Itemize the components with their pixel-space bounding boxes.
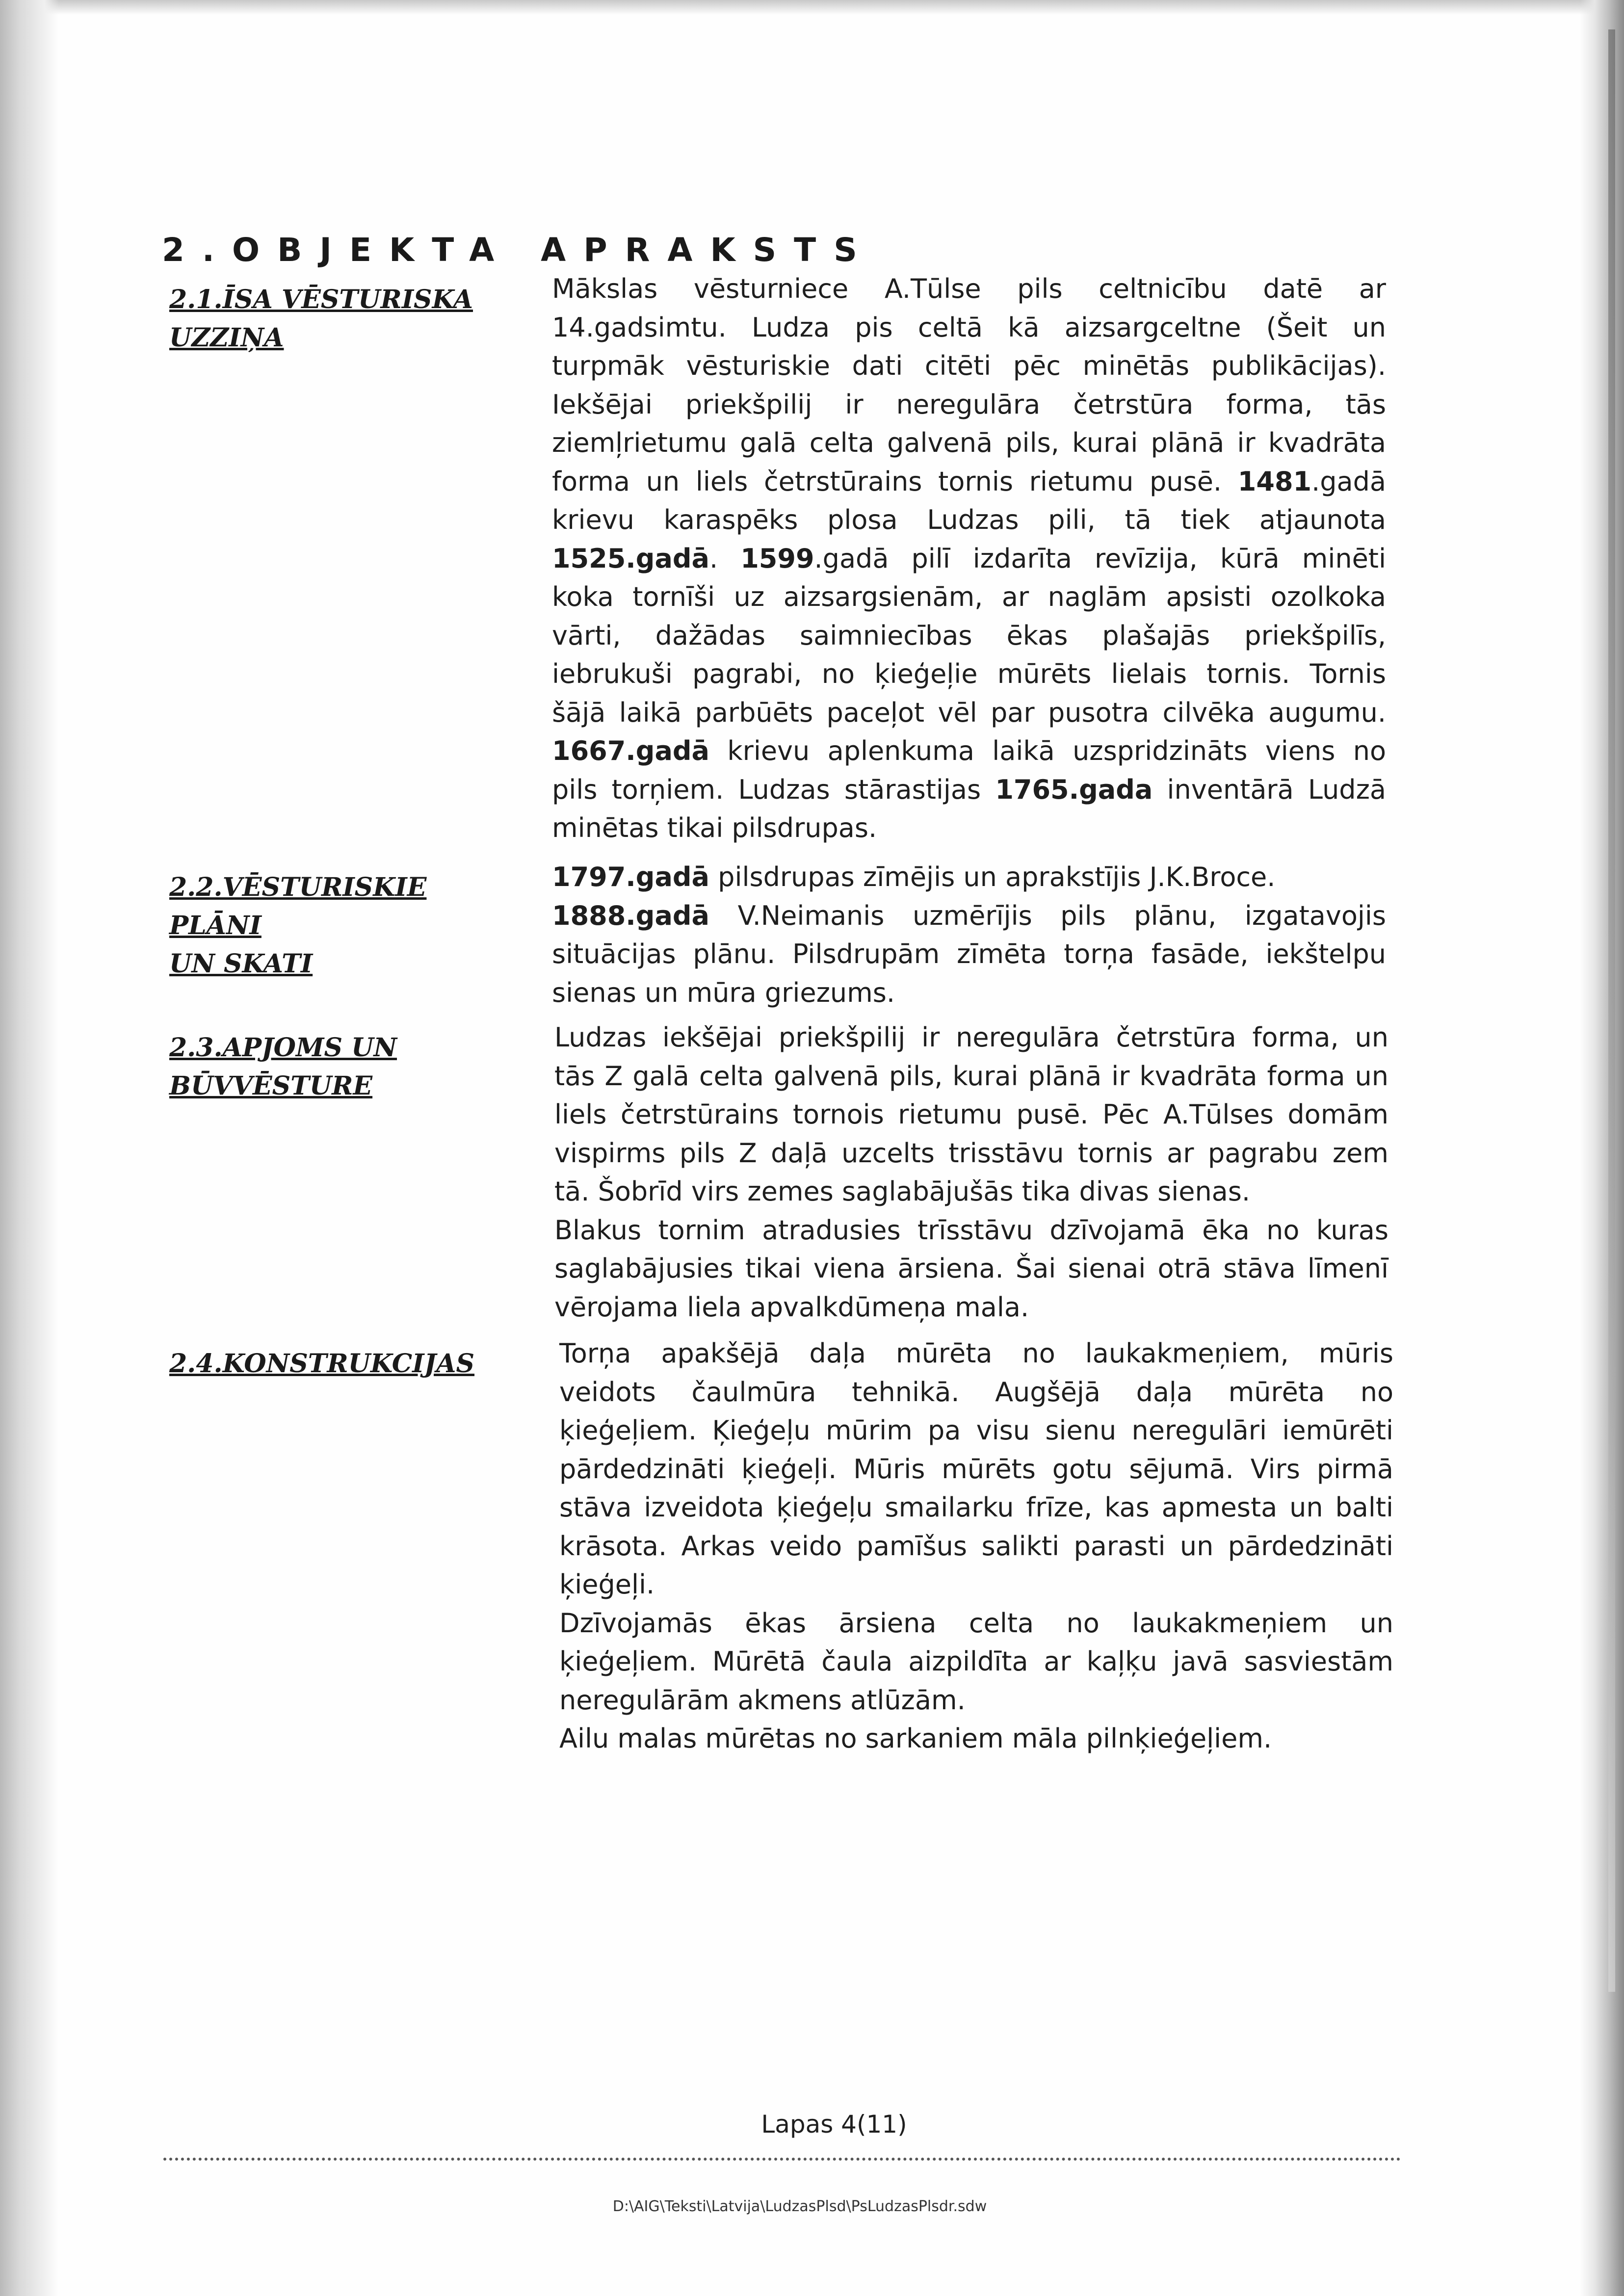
paragraph <box>559 1334 1393 1604</box>
paragraph <box>554 1211 1388 1327</box>
text-line: vispirms pils Z daļā uzcelts trisstāvu tornis ar pagrabu zem <box>554 1137 1388 1169</box>
paragraph <box>552 897 1386 1013</box>
section-label-konstrukcijas <box>169 1345 523 1383</box>
text-line: neregulārām akmens atlūzām. <box>559 1684 966 1716</box>
section-label-line: 2.2.VĒSTURISKIE PLĀNI <box>169 872 427 940</box>
text-line: minētas tikai pilsdrupas. <box>552 812 877 843</box>
text-line: ziemļrietumu galā celta galvenā pils, kurai plānā ir kvadrāta <box>552 427 1386 458</box>
page-number: Lapas 4(11) <box>761 2110 907 2139</box>
text-line: vārti, dažādas saimniecības ēkas plašajās priekšpilīs, <box>552 620 1386 651</box>
text-line: krievu karaspēks plosa Ludzas pili, tā tiek atjaunota <box>552 504 1386 535</box>
text-line: Dzīvojamās ēkas ārsiena celta no laukakmeņiem un <box>559 1607 1393 1639</box>
text-line: forma un liels četrstūrains tornis rietumu pusē. 1481.gadā <box>552 466 1386 497</box>
text-line: pils torņiem. Ludzas stārastijas 1765.gada inventārā Ludzā <box>552 774 1387 805</box>
text-line: Iekšējai priekšpilij ir neregulāra četrstūra forma, tās <box>552 389 1386 420</box>
section-label-line: 2.3.APJOMS UN <box>169 1033 397 1063</box>
text-line: 14.gadsimtu. Ludza pis celtā kā aizsargceltne (Šeit un <box>552 312 1386 343</box>
section-text-konstrukcijas <box>559 1334 1393 1758</box>
text-line: 1888.gadā V.Neimanis uzmērījis pils plānu, izgatavojis <box>552 900 1386 931</box>
section-label-apjoms-buvvesture <box>169 1029 523 1105</box>
paragraph <box>559 1604 1393 1720</box>
section-label-line: UZZIŅA <box>169 323 284 353</box>
section-label-line: 2.4.KONSTRUKCIJAS <box>169 1349 475 1379</box>
text-line: Ailu malas mūrētas no sarkaniem māla pilnķieģeļiem. <box>559 1723 1272 1754</box>
text-line: vērojama liela apvalkdūmeņa mala. <box>554 1291 1029 1323</box>
text-line: stāva izveidota ķieģeļu smailarku frīze, kas apmesta un balti <box>559 1492 1393 1523</box>
text-line: saglabājusies tikai viena ārsiena. Šai sienai otrā stāva līmenī <box>554 1253 1388 1284</box>
text-line: pārdedzināti ķieģeļi. Mūris mūrēts gotu sējumā. Virs pirmā <box>559 1453 1393 1485</box>
paragraph <box>552 858 1386 897</box>
file-path: D:\AIG\Teksti\Latvija\LudzasPlsd\PsLudzasPlsdr.sdw <box>612 2198 987 2215</box>
scan-binding-shadow <box>1608 29 1615 1992</box>
text-line: ķieģeļiem. Ķieģeļu mūrim pa visu sienu neregulāri iemūrēti <box>559 1415 1393 1446</box>
paragraph <box>552 270 1386 848</box>
text-line: turpmāk vēsturiskie dati citēti pēc minētās publikācijas). <box>552 350 1386 381</box>
paragraph <box>554 1018 1388 1211</box>
scan-edge-left <box>0 0 59 2296</box>
section-label-line: BŪVVĒSTURE <box>169 1071 373 1101</box>
scan-edge-top <box>0 0 1624 15</box>
text-line: iebrukuši pagrabi, no ķieģeļie mūrēts lielais tornis. Tornis <box>552 658 1386 689</box>
footer-dotted-rule <box>163 2158 1401 2161</box>
text-line: 1525.gadā. 1599.gadā pilī izdarīta revīzija, kūrā minēti <box>552 543 1386 574</box>
text-line: šājā laikā parbūēts paceļot vēl par pusotra cilvēka augumu. <box>552 697 1386 728</box>
text-line: ķieģeļi. <box>559 1569 655 1600</box>
section-label-vesturiska-uzzina <box>169 281 523 357</box>
paragraph <box>559 1720 1393 1758</box>
text-line: Torņa apakšējā daļa mūrēta no laukakmeņiem, mūris <box>559 1338 1393 1369</box>
section-heading: 2.OBJEKTA APRAKSTS <box>162 231 875 269</box>
section-text-vesturiskie-plani <box>552 858 1386 1012</box>
text-line: Ludzas iekšējai priekšpilij ir neregulāra četrstūra forma, un <box>554 1022 1388 1053</box>
text-line: liels četrstūrains tornois rietumu pusē. Pēc A.Tūlses domām <box>554 1099 1388 1130</box>
text-line: Mākslas vēsturniece A.Tūlse pils celtnicību datē ar <box>552 273 1386 304</box>
section-label-line: 2.1.ĪSA VĒSTURISKA <box>169 285 473 314</box>
text-line: krāsota. Arkas veido pamīšus salikti parasti un pārdedzināti <box>559 1530 1393 1562</box>
text-line: tā. Šobrīd virs zemes saglabājušās tika divas sienas. <box>554 1176 1251 1207</box>
section-text-apjoms-buvvesture <box>554 1018 1388 1327</box>
section-label-vesturiskie-plani <box>169 868 523 983</box>
text-line: sienas un mūra griezums. <box>552 977 895 1008</box>
section-label-line: UN SKATI <box>169 949 313 979</box>
text-line: situācijas plānu. Pilsdrupām zīmēta torņa fasāde, iekštelpu <box>552 939 1386 969</box>
section-text-vesturiska-uzzina <box>552 270 1386 848</box>
text-line: Blakus tornim atradusies trīsstāvu dzīvojamā ēka no kuras <box>554 1214 1388 1246</box>
text-line: koka tornīši uz aizsargsienām, ar naglām apsisti ozolkoka <box>552 581 1386 612</box>
text-line: ķieģeļiem. Mūrētā čaula aizpildīta ar kaļķu javā sasviestām <box>559 1646 1393 1677</box>
text-line: veidots čaulmūra tehnikā. Augšējā daļa mūrēta no <box>559 1376 1393 1408</box>
text-line: tās Z galā celta galvenā pils, kurai plānā ir kvadrāta forma un <box>554 1060 1388 1092</box>
text-line: 1797.gadā pilsdrupas zīmējis un aprakstījis J.K.Broce. <box>552 861 1276 892</box>
text-line: 1667.gadā krievu aplenkuma laikā uzspridzināts viens no <box>552 735 1386 766</box>
scan-edge-right <box>1580 0 1624 2296</box>
